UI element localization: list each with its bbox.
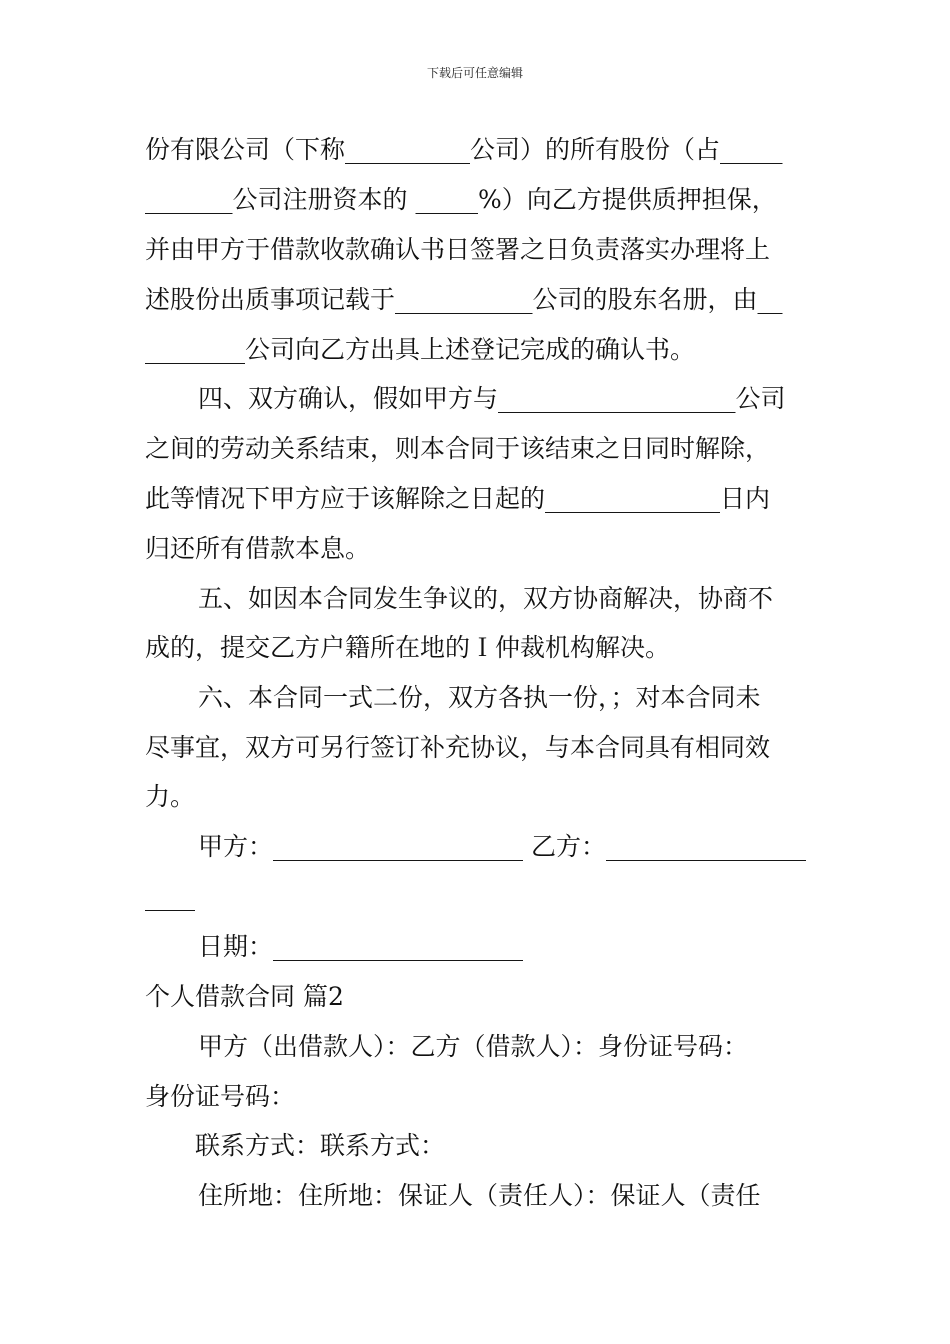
body-line: 身份证号码： [145, 1082, 296, 1111]
section-title: 个人借款合同 篇2 [145, 982, 344, 1011]
body-line: _______公司注册资本的 _____%）向乙方提供质押担保， [145, 185, 777, 214]
parties-line: 甲方（出借款人）：乙方（借款人）：身份证号码： [198, 1032, 749, 1061]
body-line: 尽事宜，双方可另行签订补充协议，与本合同具有相同效 [145, 733, 771, 762]
body-line: 之间的劳动关系结束，则本合同于该结束之日同时解除， [145, 434, 771, 463]
clause-six-line: 六、本合同一式二份，双方各执一份，；对本合同未 [198, 683, 761, 712]
contact-line: 联系方式：联系方式： [195, 1131, 446, 1160]
body-line: 归还所有借款本息。 [145, 534, 371, 563]
body-line: 力。 [145, 782, 196, 811]
signature-line: 甲方：____________________ 乙方：________________ [198, 832, 806, 861]
body-line: 成的，提交乙方户籍所在地的Ｉ仲裁机构解决。 [145, 633, 671, 662]
body-line: ________公司向乙方出具上述登记完成的确认书。 [145, 335, 696, 364]
address-line: 住所地：住所地：保证人（责任人）：保证人（责任 [198, 1181, 761, 1210]
page-header: 下载后可任意编辑 [426, 66, 523, 80]
signature-line-continued: ____ [145, 882, 195, 911]
clause-four-line: 四、双方确认，假如甲方与___________________公司 [198, 384, 786, 413]
body-line: 述股份出质事项记载于___________公司的股东名册，由__ [145, 285, 783, 314]
body-line: 此等情况下甲方应于该解除之日起的______________日内 [145, 484, 771, 513]
body-line: 并由甲方于借款收款确认书日签署之日负责落实办理将上 [145, 235, 771, 264]
date-line: 日期：____________________ [198, 932, 524, 961]
clause-five-line: 五、如因本合同发生争议的，双方协商解决，协商不 [198, 584, 774, 613]
body-line: 份有限公司（下称__________公司）的所有股份（占_____ [145, 135, 783, 164]
